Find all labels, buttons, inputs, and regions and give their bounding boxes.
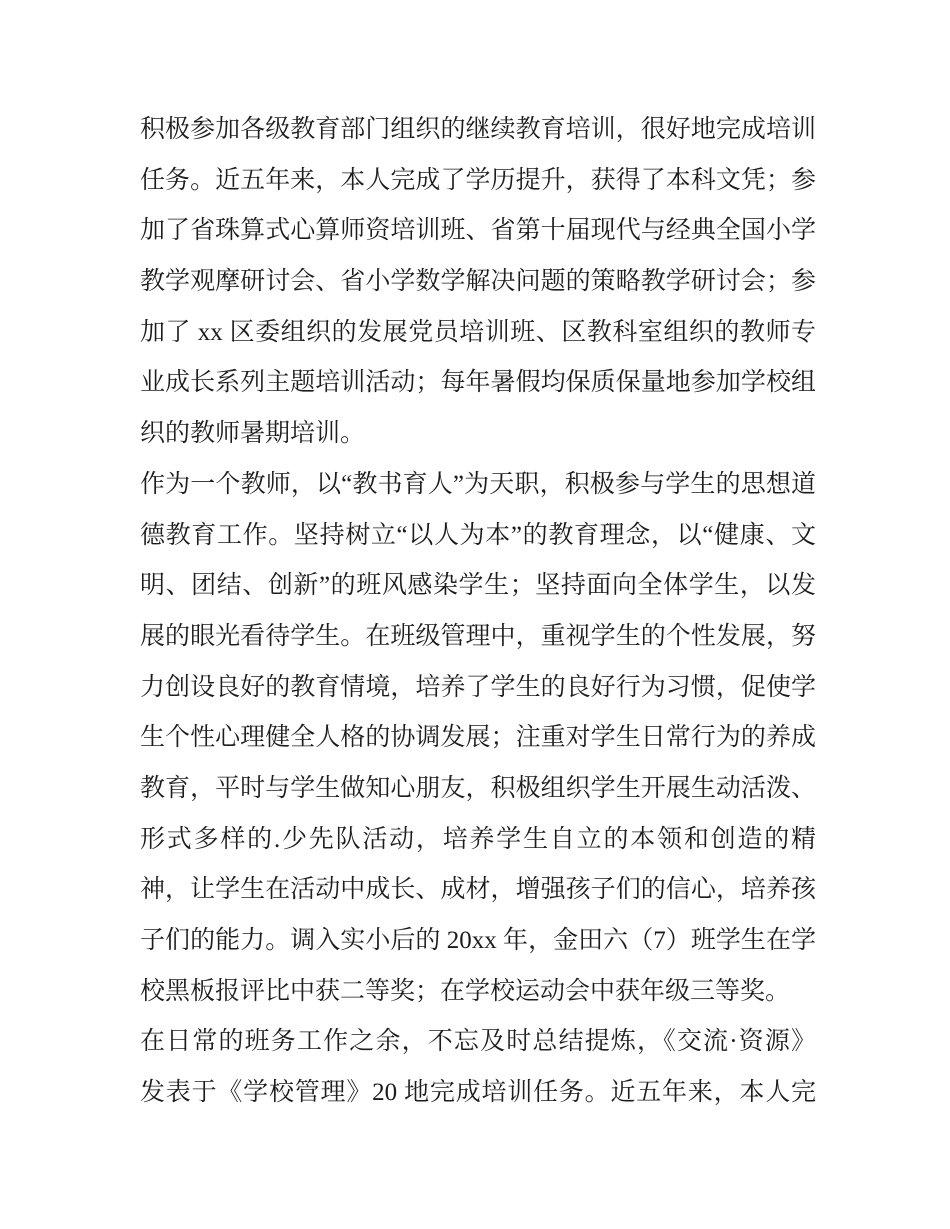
- text-line: 教育，平时与学生做知心朋友，积极组织学生开展生动活泼、: [140, 774, 816, 802]
- text-line: 德教育工作。坚持树立“以人为本”的教育理念，以“健康、文: [140, 521, 816, 549]
- text-line: 加了省珠算式心算师资培训班、省第十届现代与经典全国小学: [140, 217, 816, 245]
- text-line: 子们的能力。调入实小后的 20xx 年，金田六（7）班学生在学: [140, 927, 816, 954]
- document-text-block: [140, 105, 816, 1119]
- text-line: 在日常的班务工作之余，不忘及时总结提炼，《交流·资源》: [140, 1028, 816, 1056]
- text-line: 业成长系列主题培训活动；每年暑假均保质保量地参加学校组: [140, 369, 816, 397]
- text-line: 明、团结、创新”的班风感染学生；坚持面向全体学生，以发: [140, 572, 816, 600]
- text-line: 展的眼光看待学生。在班级管理中，重视学生的个性发展，努: [140, 622, 816, 650]
- text-line: 任务。近五年来，本人完成了学历提升，获得了本科文凭；参: [140, 166, 816, 194]
- text-line: 校黑板报评比中获二等奖；在学校运动会中获年级三等奖。: [140, 977, 791, 1005]
- text-line: 作为一个教师，以“教书育人”为天职，积极参与学生的思想道: [140, 470, 816, 498]
- text-line: 生个性心理健全人格的协调发展；注重对学生日常行为的养成: [140, 724, 816, 752]
- text-line: 发表于《学校管理》20 地完成培训任务。近五年来，本人完: [140, 1079, 816, 1107]
- text-line: 教学观摩研讨会、省小学数学解决问题的策略教学研讨会；参: [140, 268, 816, 296]
- text-line: 织的教师暑期培训。: [140, 420, 366, 448]
- text-line: 加了 xx 区委组织的发展党员培训班、区教科室组织的教师专: [140, 318, 816, 346]
- text-line: 力创设良好的教育情境，培养了学生的良好行为习惯，促使学: [140, 673, 816, 701]
- text-line: 形式多样的.少先队活动，培养学生自立的本领和创造的精: [140, 825, 816, 853]
- text-line: 神，让学生在活动中成长、成材，增强孩子们的信心，培养孩: [140, 876, 816, 904]
- text-line: 积极参加各级教育部门组织的继续教育培训，很好地完成培训: [140, 116, 816, 143]
